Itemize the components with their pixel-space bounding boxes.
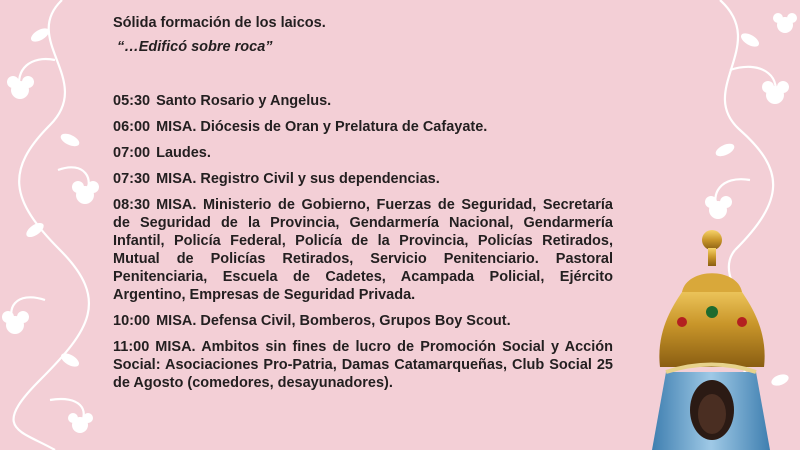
virgin-statue-image — [652, 222, 770, 450]
schedule-entry — [113, 196, 613, 304]
entry-time: 07:30 — [113, 171, 151, 187]
floral-ornament-left — [0, 0, 105, 450]
entry-text: Santo Rosario y Angelus. — [156, 93, 332, 109]
entry-text: MISA. Ambitos sin fines de lucro de Promoción Social y Acción Social: Asociaciones Pro-Patria, Damas Catamarqueñas, Club Social 25 de Agosto (comedores, desayunadores). — [113, 339, 613, 391]
schedule-list — [113, 92, 613, 392]
entry-time: 11:00 — [113, 339, 150, 355]
schedule-entry — [113, 312, 613, 330]
schedule-entry — [113, 118, 613, 136]
entry-time: 05:30 — [113, 93, 151, 109]
subtitle: Sólida formación de los laicos. — [113, 15, 326, 31]
schedule-entry — [113, 144, 613, 162]
entry-time: 06:00 — [113, 119, 151, 135]
entry-time: 08:30 — [113, 197, 151, 213]
entry-text: MISA. Registro Civil y sus dependencias. — [156, 171, 440, 187]
entry-text: MISA. Ministerio de Gobierno, Fuerzas de Seguridad, Secretaría de Seguridad de la Provincia, Gendarmería Nacional, Gendarmería Infantil, Policía Federal, Policía de la Provincia, Policías Retirados, Mutual de Policías Retirados, Servicio Penitenciario. Pastoral Penitenciaria, Escuela de Cadetes, Acampada Policial, Ejército Argentino, Empresas de Seguridad Privada. — [113, 197, 613, 303]
entry-text: MISA. Defensa Civil, Bomberos, Grupos Boy Scout. — [156, 313, 511, 329]
schedule-entry — [113, 338, 613, 392]
schedule-entry — [113, 170, 613, 188]
entry-time: 07:00 — [113, 145, 151, 161]
schedule-entry — [113, 92, 613, 110]
entry-text: Laudes. — [156, 145, 211, 161]
entry-time: 10:00 — [113, 313, 151, 329]
quote: “…Edificó sobre roca” — [117, 39, 273, 55]
schedule-content — [113, 14, 613, 400]
entry-text: MISA. Diócesis de Oran y Prelatura de Cafayate. — [156, 119, 488, 135]
